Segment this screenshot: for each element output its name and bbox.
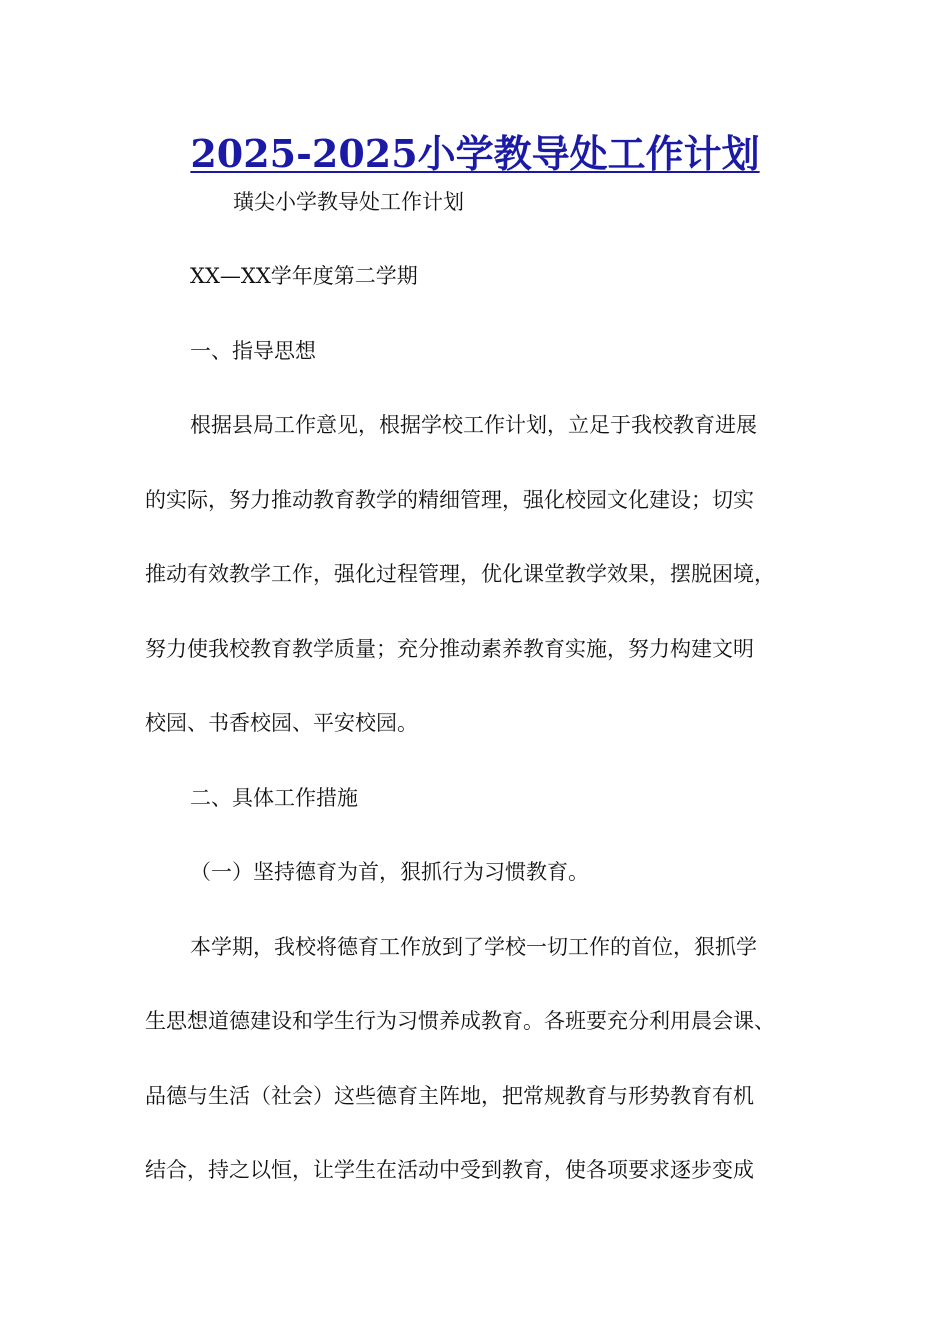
- document-title: [0, 126, 950, 182]
- paragraph-line: 的实际，努力推动教育教学的精细管理，强化校园文化建设；切实: [145, 488, 754, 512]
- paragraph-line: 品德与生活（社会）这些德育主阵地，把常规教育与形势教育有机: [145, 1084, 754, 1108]
- paragraph-line: 根据县局工作意见，根据学校工作计划，立足于我校教育进展: [190, 413, 757, 437]
- paragraph-line: 校园、书香校园、平安校园。: [145, 711, 418, 735]
- document-title-link[interactable]: 2025-2025小学教导处工作计划: [190, 131, 760, 176]
- section-heading-measures: 二、具体工作措施: [190, 786, 358, 810]
- paragraph-line: 推动有效教学工作，强化过程管理，优化课堂教学效果，摆脱困境，: [145, 562, 775, 586]
- document-subtitle: 璜尖小学教导处工作计划: [233, 190, 464, 214]
- paragraph-line: 生思想道德建设和学生行为习惯养成教育。各班要充分利用晨会课、: [145, 1009, 775, 1033]
- paragraph-line: 本学期，我校将德育工作放到了学校一切工作的首位，狠抓学: [190, 935, 757, 959]
- semester-line: XX—XX学年度第二学期: [190, 264, 418, 288]
- section-heading-guiding-idea: 一、指导思想: [190, 339, 316, 363]
- paragraph-line: 结合，持之以恒，让学生在活动中受到教育，使各项要求逐步变成: [145, 1158, 754, 1182]
- subsection-heading-moral-education: （一）坚持德育为首，狠抓行为习惯教育。: [190, 860, 589, 884]
- paragraph-line: 努力使我校教育教学质量；充分推动素养教育实施，努力构建文明: [145, 637, 754, 661]
